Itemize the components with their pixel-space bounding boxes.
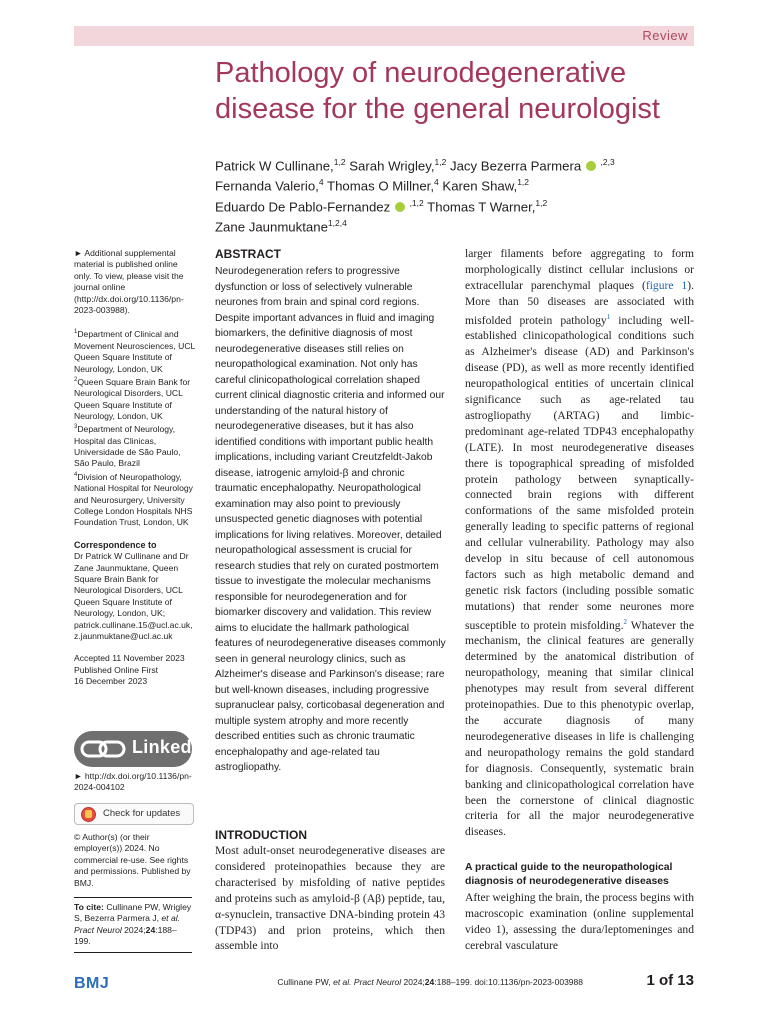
right-column-text [465, 246, 694, 840]
author-affiliation-sup: 4 [434, 177, 439, 188]
correspondence-heading: Correspondence to [74, 539, 157, 550]
crossmark-icon [81, 807, 96, 822]
sidebar [74, 248, 196, 688]
bmj-logo: BMJ [74, 975, 110, 992]
supplemental-note: ► Additional supplemental material is published online only. To view, please visit the journal online (http://dx.doi.org/10.1136/pn-2023-003988). [74, 248, 184, 316]
cite-journal: . Pract Neurol [74, 913, 181, 935]
affiliation-number: 4 [74, 471, 78, 478]
section-label: Review [642, 28, 688, 43]
footer-citation-authors: Cullinane PW, [277, 977, 331, 987]
affiliation-text: Division of Neuropathology, National Hospital for Neurology and Neurosurgery, University College London Hospitals NHS Foundation Trust, London, UK [74, 471, 193, 528]
affiliations [74, 327, 196, 528]
paragraph-segment: including well-established clinicopathological conditions such as Alzheimer's disease (AD) and Parkinson's disease (PD), as well as more recently identified neuropathological entities of uncertain clinical significance such as age-related tau astrogliopathy (ARTAG) and limbic-predominant age-related TDP43 encephalopathy (LATE). In most neurodegenerative diseases there is topographical spreading of misfolded protein pathology between synaptically-connected brain regions with different conformations of the same misfolded protein generally leading to specific patterns of regional and cellular vulnerability. Pathology may also develop in situ because of cell autonomous factors such as high metabolic demand and genetic risk factors (including possible somatic mutations) that render some neurones more susceptible to protein misfolding. [465, 313, 694, 632]
author-name: Eduardo De Pablo-Fernandez [215, 199, 391, 215]
author-name: Sarah Wrigley, [345, 158, 435, 174]
author-affiliation-sup: 4 [318, 177, 324, 188]
published-date: 16 December 2023 [74, 676, 148, 687]
linked-reference[interactable]: ► http://dx.doi.org/10.1136/pn-2024-004102 [74, 771, 192, 793]
affiliation-item [74, 327, 196, 374]
correspondence-text: Dr Patrick W Cullinane and Dr Zane Jaunmuktane, Queen Square Brain Bank for Neurological Disorders, UCL Queen Square Institute of Neurology, London, UK; patrick.cullinane.15@ucl.ac.uk, z.jaunmuktane@ucl.ac.uk [74, 551, 193, 642]
footer-citation-doi: :188–199. doi:10.1136/pn-2023-003988 [434, 977, 583, 987]
link-chain-icon [80, 739, 128, 759]
linked-label: Linked [132, 737, 192, 757]
section-band [74, 26, 694, 46]
affiliation-number: 3 [74, 424, 78, 431]
cite-pages: :188–199. [74, 924, 177, 947]
author-name: Zane Jaunmuktane [215, 219, 328, 235]
reference-2-link[interactable]: 2 [623, 617, 627, 626]
check-updates-label: Check for updates [103, 808, 181, 819]
author-affiliation-sup: 1,2,4 [327, 218, 347, 229]
author-list [215, 154, 695, 236]
affiliation-text: Department of Neurology, Hospital das Clinicas, Universidade de São Paulo, São Paulo, Brazil [74, 424, 181, 469]
orcid-icon[interactable] [395, 202, 405, 212]
author-affiliation-sup: ,2,3 [600, 157, 615, 167]
author-name: Jacy Bezerra Parmera [446, 158, 582, 174]
page-number: 1 of 13 [646, 972, 694, 989]
footer-citation-journal: . Pract Neurol [349, 977, 402, 987]
cite-authors: Cullinane PW, Wrigley S, Bezerra Parmera J, [74, 902, 192, 924]
article-title: Pathology of neurodegenerative disease for the general neurologist [215, 57, 660, 125]
author-name: Fernanda Valerio, [215, 178, 319, 194]
check-updates-button[interactable] [74, 803, 194, 825]
paragraph-segment: Whatever the mechanism, the clinical features are generally determined by the anatomical distribution of neuropathology, meaning that similar clinical phenotypes may result from several different proteinopathies. Due to this phenotypic overlap, the accurate diagnosis of many neurodegenerative diseases in life is challenging and neuropathology remains the gold standard for diagnosis. Consequently, systematic brain banking and clinicopathological correlation have been the cornerstone of clinical diagnostic criteria for all the major neurodegenerative diseases. [465, 618, 694, 839]
footer-citation-year: 2024; [403, 977, 425, 987]
footer-citation-volume: 24 [424, 977, 435, 987]
author-name: Karen Shaw, [438, 178, 518, 194]
author-affiliation-sup: 1,2 [333, 157, 346, 167]
affiliation-item [74, 375, 196, 422]
cite-label: To cite: [74, 902, 104, 912]
cite-volume: 24 [145, 924, 156, 935]
published-label: Published Online First [74, 664, 159, 675]
figure-1-link[interactable]: figure 1 [645, 278, 688, 292]
affiliation-text: Department of Clinical and Movement Neurosciences, UCL Queen Square Institute of Neurology, London, UK [74, 329, 195, 374]
affiliation-text: Queen Square Brain Bank for Neurological Disorders, UCL Queen Square Institute of Neurology, London, UK [74, 376, 191, 421]
affiliation-item [74, 470, 196, 529]
abstract-text: Neurodegeneration refers to progressive dysfunction or loss of selectively vulnerable neurones from brain and spinal cord regions. Despite important advances in fluid and imaging biomarkers, the definitive diagnosis of most neurodegenerative diseases still relies on neuropathological examination. Not only has careful clinicopathological correlation shaped current clinical diagnostic criteria and informed our understanding of the natural history of neurodegenerative diseases, but it has also identified conditions with important public health implications, including variant Creutzfeldt-Jakob disease, iatrogenic amyloid-β and chronic traumatic encephalopathy. Neuropathological examination may also point to previously unsuspected genetic diagnoses with potential implications for living relatives. Moreover, detailed neuropathological assessment is crucial for research studies that rely on curated postmortem tissue to investigate the molecular mechanisms responsible for neurodegeneration and for biomarker discovery and validation. This review aims to elucidate the hallmark pathological features of neurodegenerative diseases commonly seen in general neurology clinics, such as Alzheimer's disease and Parkinson's disease; rare but well-known diseases, including progressive supranuclear palsy, corticobasal degeneration and multiple system atrophy and more recently described entities such as chronic traumatic encephalopathy and age-related tau astrogliopathy. [215, 266, 446, 773]
abstract-heading: ABSTRACT [215, 247, 281, 261]
accepted-date: Accepted 11 November 2023 [74, 653, 185, 664]
author-affiliation-sup: 1,2 [535, 197, 548, 208]
affiliation-item [74, 422, 196, 469]
paragraph-segment: larger filaments before aggregating to form morphologically distinct cellular inclusions or extracellular parenchymal plaques ( [465, 247, 694, 292]
reference-1-link[interactable]: 1 [606, 312, 611, 321]
author-affiliation-sup: 1,2 [517, 177, 530, 188]
affiliation-number: 1 [74, 329, 78, 336]
author-affiliation-sup: 1,2 [434, 157, 447, 167]
linked-badge[interactable] [74, 731, 192, 767]
cite-etal: et al [161, 913, 178, 924]
affiliation-number: 2 [74, 376, 78, 383]
practical-guide-heading: A practical guide to the neuropathological diagnosis of neurodegenerative diseases [465, 862, 673, 887]
footer-citation [238, 977, 583, 987]
author-name: Patrick W Cullinane, [215, 158, 334, 174]
footer-citation-etal: et al [333, 977, 350, 987]
orcid-icon[interactable] [586, 161, 596, 171]
practical-guide-text: After weighing the brain, the process begins with macroscopic examination (online supplemental video 1), assessing the dura/leptomeninges and cerebral vasculature [465, 891, 694, 952]
paragraph-segment: ). More than 50 diseases are associated with misfolded protein pathology [465, 278, 694, 327]
author-affiliation-sup: ,1,2 [409, 197, 424, 208]
introduction-text: Most adult-onset neurodegenerative diseases are considered proteinopathies because they are characterised by misfolding of native peptides and proteins such as amyloid-β (Aβ) peptide, tau, α-synuclein, transactive DNA-binding protein 43 (TDP43) and prion proteins, which then assemble into [215, 844, 445, 953]
author-name: Thomas T Warner, [423, 199, 536, 215]
introduction-heading: INTRODUCTION [215, 828, 307, 842]
cite-box [74, 897, 192, 953]
cite-year: 2024; [124, 924, 146, 935]
copyright-note: © Author(s) (or their employer(s)) 2024. No commercial re-use. See rights and permissions. Published by BMJ. [74, 832, 191, 888]
author-name: Thomas O Millner, [323, 178, 435, 194]
